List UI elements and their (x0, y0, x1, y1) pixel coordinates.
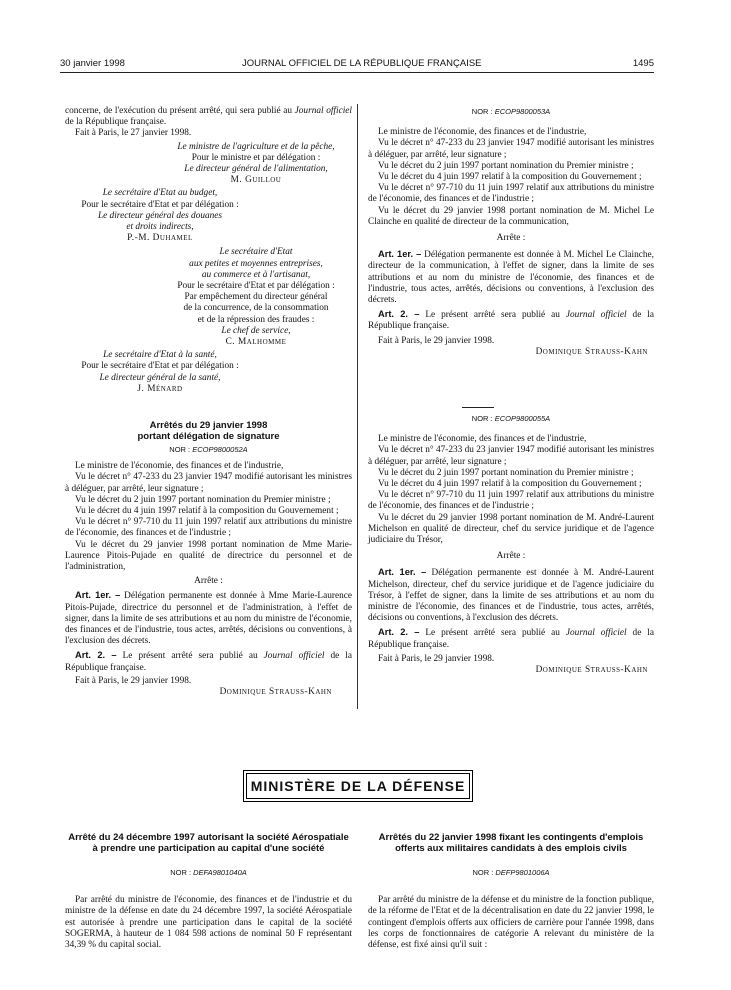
nor-reference: NOR : DEFA9801040A (170, 868, 247, 877)
column-divider (357, 104, 358, 709)
paragraph: Vu le décret du 2 juin 1997 portant nomination du Premier ministre ; (378, 160, 634, 171)
left-column-top (65, 106, 352, 395)
header-page-number: 1495 (632, 58, 654, 69)
paragraph: Vu le décret du 2 juin 1997 portant nomination du Premier ministre ; (75, 494, 331, 505)
left-column-arretes (65, 420, 352, 698)
paragraph: Vu le décret n° 47-233 du 23 janvier 1947 modifié autorisant les ministres à déléguer, par arrêté, leur signature ; (368, 445, 654, 467)
right-column-arrete-53 (368, 106, 654, 358)
article-1: Art. 1er. – Délégation permanente est donnée à M. Michel Le Clainche, directeur de la communication, à l'effet de signer, dans la limite de ses attributions et au nom du ministre de l'économie, des finances et de l'industrie, tous actes, arrêtés, décisions ou conventions, à l'exclusion des décrets. (368, 249, 654, 306)
paragraph: Vu le décret du 4 juin 1997 relatif à la composition du Gouvernement ; (378, 172, 642, 183)
paragraph: Par arrêté du ministre de la défense et du ministre de la fonction publique, de la réforme de l'Etat et de la décentralisation en date du 22 janvier 1998, le contingent d'emplois offerts aux officiers de carrière pour l'année 1998, dans les corps de fonctionnaires de catégorie A relevant du ministère de la défense, est fixé ainsi qu'il suit : (368, 895, 654, 951)
signature-date: Fait à Paris, le 29 janvier 1998. (75, 675, 192, 686)
signature-block-agriculture: Le ministre de l'agriculture et de la pêche, Pour le ministre et par délégation : Le directeur général de l'alimentation, M. Guillou (177, 141, 335, 186)
signature-date: Fait à Paris, le 27 janvier 1998. (75, 128, 192, 139)
article-2: Art. 2. – Le présent arrêté sera publié au Journal officiel de la République française. (368, 309, 654, 332)
article-2: Art. 2. – Le présent arrêté sera publié au Journal officiel de la République française. (368, 627, 654, 650)
arrete-label: Arrête : (194, 576, 223, 587)
paragraph: Vu le décret du 4 juin 1997 relatif à la composition du Gouvernement ; (378, 479, 642, 490)
paragraph: Vu le décret du 2 juin 1997 portant nomination du Premier ministre ; (378, 467, 634, 478)
paragraph: Le ministre de l'économie, des finances et de l'industrie, (378, 434, 587, 445)
paragraph: Par arrêté du ministre de l'économie, des finances et de l'industrie et du ministre de la défense en date du 24 décembre 1997, la société Aérospatiale est autorisée à prendre une participation dans le capital de la société SOGERMA, à hauteur de 1 084 598 actions de nominal 50 F représentant 34,39 % du capital social. (65, 895, 352, 951)
section-title: Arrêté du 24 décembre 1997 autorisant la société Aérospatiale à prendre une participation au capital d'une société (68, 832, 349, 854)
section-title: Arrêtés du 29 janvier 1998 portant délégation de signature (137, 420, 280, 442)
right-column-arrete-55 (368, 413, 654, 676)
paragraph: Vu le décret du 4 juin 1997 relatif à la composition du Gouvernement ; (75, 506, 339, 517)
section-separator (462, 407, 494, 408)
signature-block-commerce: Le secrétaire d'Etat aux petites et moyennes entreprises, au commerce et à l'artisanat, Pour le secrétaire d'Etat et par délégation : Par empêchement du directeur général de la concurrence, de la consommation et de la répression des fraudes : Le chef de service, C. Malhomme (177, 247, 335, 348)
ministry-heading: MINISTÈRE DE LA DÉFENSE (250, 778, 466, 794)
signature-date: Fait à Paris, le 29 janvier 1998. (378, 335, 495, 346)
paragraph: Vu le décret du 29 janvier 1998 portant nomination de Mme Marie-Laurence Pitois-Pujade en qualité de directrice du personnel et de l'administration, (65, 539, 352, 573)
arrete-label: Arrête : (496, 551, 526, 562)
header-journal-title: JOURNAL OFFICIEL DE LA RÉPUBLIQUE FRANÇAISE (242, 58, 482, 69)
article-1: Art. 1er. – Délégation permanente est donnée à Mme Marie-Laurence Pitois-Pujade, directrice du personnel et de l'administration, à l'effet de signer, dans la limite de ses attributions et au nom du ministre de l'économie, des finances et de l'industrie, tous actes, arrêtés, décisions ou conventions, à l'exclusion des décrets. (65, 590, 352, 647)
nor-reference: NOR : ECOP9800053A (471, 107, 551, 116)
paragraph: Le ministre de l'économie, des finances et de l'industrie, (75, 461, 284, 472)
paragraph: concerne, de l'exécution du présent arrêté, qui sera publié au Journal officiel de la République française. (65, 106, 353, 128)
paragraph: Vu le décret du 29 janvier 1998 portant nomination de M. Michel Le Clainche en qualité de directeur de la communication, (368, 205, 654, 227)
header-rule (60, 72, 654, 73)
bottom-left-section (65, 832, 352, 951)
signature-block-sante: Le secrétaire d'Etat à la santé, Pour le secrétaire d'Etat et par délégation : Le directeur général de la santé, J. Ménard (81, 350, 239, 394)
nor-reference: NOR : ECOP9800052A (169, 445, 248, 454)
paragraph: Vu le décret n° 97-710 du 11 juin 1997 relatif aux attributions du ministre de l'économie, des finances et de l'industrie ; (65, 517, 352, 539)
paragraph: Le ministre de l'économie, des finances et de l'industrie, (378, 127, 587, 138)
ministry-heading-box (243, 770, 473, 802)
paragraph: Vu le décret n° 97-710 du 11 juin 1997 relatif aux attributions du ministre de l'économie, des finances et de l'industrie ; (368, 490, 654, 512)
signature-date: Fait à Paris, le 29 janvier 1998. (378, 653, 495, 664)
signature-name: Dominique Strauss-Kahn (535, 346, 648, 357)
signature-name: Dominique Strauss-Kahn (535, 665, 648, 676)
paragraph: Vu le décret du 29 janvier 1998 portant nomination de M. André-Laurent Michelson en qualité de directeur, chef du service juridique et de l'agence judiciaire du Trésor, (368, 512, 654, 546)
arrete-label: Arrête : (496, 233, 526, 244)
nor-reference: NOR : ECOP9800055A (471, 414, 551, 423)
paragraph: Vu le décret n° 97-710 du 11 juin 1997 relatif aux attributions du ministre de l'économie, des finances et de l'industrie ; (368, 183, 654, 205)
header-date: 30 janvier 1998 (60, 58, 125, 69)
signature-block-budget: Le secrétaire d'Etat au budget, Pour le secrétaire d'Etat et par délégation : Le directeur général des douanes et droits indirects, P.-M. Duhamel (81, 188, 239, 244)
article-1: Art. 1er. – Délégation permanente est donnée à M. André-Laurent Michelson, directeur, chef du service juridique et de l'agence judiciaire du Trésor, à l'effet de signer, dans la limite de ses attributions et au nom du ministre de l'économie, des finances et de l'industrie, tous actes, arrêtés, décisions ou conventions, à l'exclusion des décrets. (368, 567, 654, 624)
paragraph: Vu le décret n° 47-233 du 23 janvier 1947 modifié autorisant les ministres à déléguer, par arrêté, leur signature ; (368, 138, 654, 160)
paragraph: Vu le décret n° 47-233 du 23 janvier 1947 modifié autorisant les ministres à déléguer, par arrêté, leur signature ; (65, 472, 352, 494)
bottom-right-section (368, 832, 654, 951)
article-2: Art. 2. – Le présent arrêté sera publié au Journal officiel de la République française. (65, 650, 352, 673)
section-title: Arrêtés du 22 janvier 1998 fixant les contingents d'emplois offerts aux militaires candidats à des emplois civils (378, 832, 644, 854)
nor-reference: NOR : DEFP9801006A (472, 868, 550, 877)
signature-name: Dominique Strauss-Kahn (219, 687, 332, 698)
